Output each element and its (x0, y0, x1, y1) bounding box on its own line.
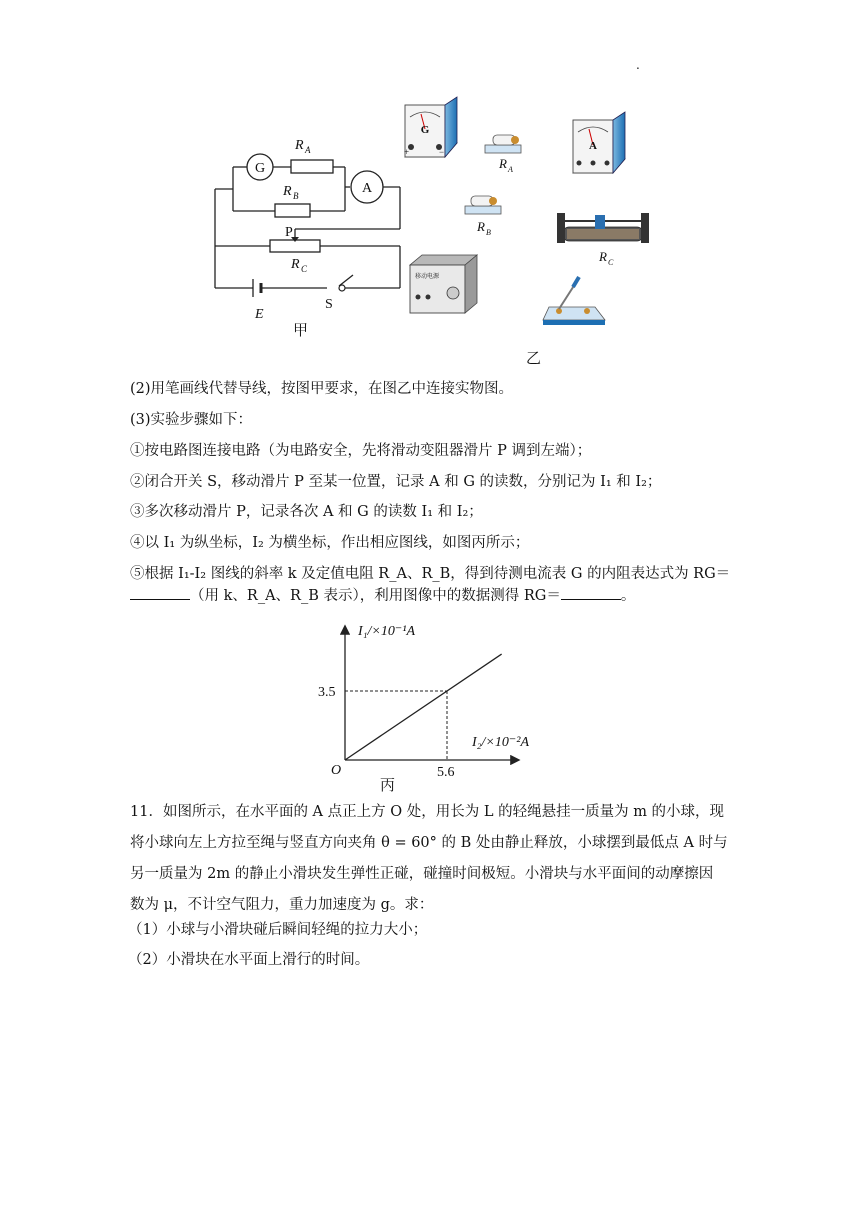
svg-text:B: B (486, 228, 491, 237)
ytick-label: 3.5 (318, 685, 336, 700)
resistor-ra-device (485, 135, 521, 174)
svg-text:R: R (477, 219, 485, 234)
step-5-continued: （用 k、R_A、R_B 表示），利用图像中的数据测得 RG＝ 。 (130, 585, 635, 606)
rc-label: R (291, 257, 300, 272)
svg-text:R: R (499, 156, 507, 171)
step-3: ③多次移动滑片 P，记录各次 A 和 G 的读数 I₁ 和 I₂； (130, 504, 483, 520)
rheostat-rc-device (557, 213, 649, 267)
step-4: ④以 I₁ 为纵坐标，I₂ 为横坐标，作出相应图线，如图丙所示； (130, 535, 530, 551)
switch-device (543, 277, 605, 325)
svg-text:C: C (608, 258, 614, 267)
x-axis-label: I₂/×10⁻²A (472, 735, 530, 750)
svg-text:+: + (404, 147, 410, 157)
circuit-diagram-jia (205, 125, 410, 340)
answer-blank-2[interactable] (561, 585, 621, 600)
problem-11-subq-1: （1）小球与小滑块碰后瞬间轻绳的拉力大小； (128, 922, 428, 938)
problem-11-line-3: 另一质量为 2m 的静止小滑块发生弹性正碰，碰撞时间极短。小滑块与水平面间的动摩擦因 (130, 866, 714, 882)
step-2: ②闭合开关 S，移动滑片 P 至某一位置，记录 A 和 G 的读数，分别记为 I₁ 和 I₂； (130, 474, 662, 490)
y-axis-label: I₁/×10⁻¹A (358, 624, 416, 639)
rb-sub: B (293, 191, 299, 201)
step-1: ①按电路图连接电路（为电路安全，先将滑动变阻器滑片 P 调到左端）； (130, 443, 592, 459)
step-5: ⑤根据 I₁-I₂ 图线的斜率 k 及定值电阻 R_A、R_B，得到待测电流表 G 的内阻表达式为 RG＝ (130, 566, 731, 582)
galvanometer-label: G (254, 161, 266, 176)
resistor-rb-device (465, 196, 501, 237)
apparatus-figure-yi (395, 95, 655, 370)
question-2: (2)用笔画线代替导线，按图甲要求，在图乙中连接实物图。 (130, 381, 514, 397)
ra-sub: A (305, 145, 311, 155)
p-label: P (285, 225, 293, 240)
problem-11-line-1: 11．如图所示，在水平面的 A 点正上方 O 处，用长为 L 的轻绳悬挂一质量为 m 的小球，现 (130, 804, 725, 820)
answer-blank-1[interactable] (130, 585, 190, 600)
ammeter-label: A (361, 181, 373, 196)
xtick-label: 5.6 (437, 765, 455, 780)
fig-jia-caption: 甲 (293, 323, 309, 339)
svg-text:G: G (420, 124, 430, 136)
svg-text:A: A (508, 165, 513, 174)
svg-text:A: A (589, 140, 597, 152)
question-3: (3)实验步骤如下： (130, 412, 253, 428)
svg-text:R: R (599, 249, 607, 264)
ammeter-device (573, 112, 625, 173)
chart-bing (300, 615, 570, 795)
e-label: E (255, 307, 264, 322)
galvanometer-device (404, 97, 457, 157)
fig-yi-caption: 乙 (526, 351, 542, 367)
rb-label: R (283, 184, 292, 199)
s-label: S (325, 297, 333, 312)
power-supply-device (410, 255, 477, 313)
ra-label: R (295, 138, 304, 153)
rc-sub: C (301, 264, 308, 274)
page-dot: . (636, 58, 640, 72)
chart-caption: 丙 (380, 778, 396, 794)
problem-11-subq-2: （2）小滑块在水平面上滑行的时间。 (128, 952, 370, 968)
svg-text:−: − (439, 147, 445, 157)
power-supply-panel-text: 移动电源 (415, 274, 440, 280)
problem-11-line-4: 数为 μ，不计空气阻力，重力加速度为 g。求： (130, 897, 434, 913)
origin-label: O (331, 763, 342, 778)
problem-11-line-2: 将小球向左上方拉至绳与竖直方向夹角 θ = 60° 的 B 处由静止释放，小球摆到最低点 A 时与 (130, 835, 728, 851)
